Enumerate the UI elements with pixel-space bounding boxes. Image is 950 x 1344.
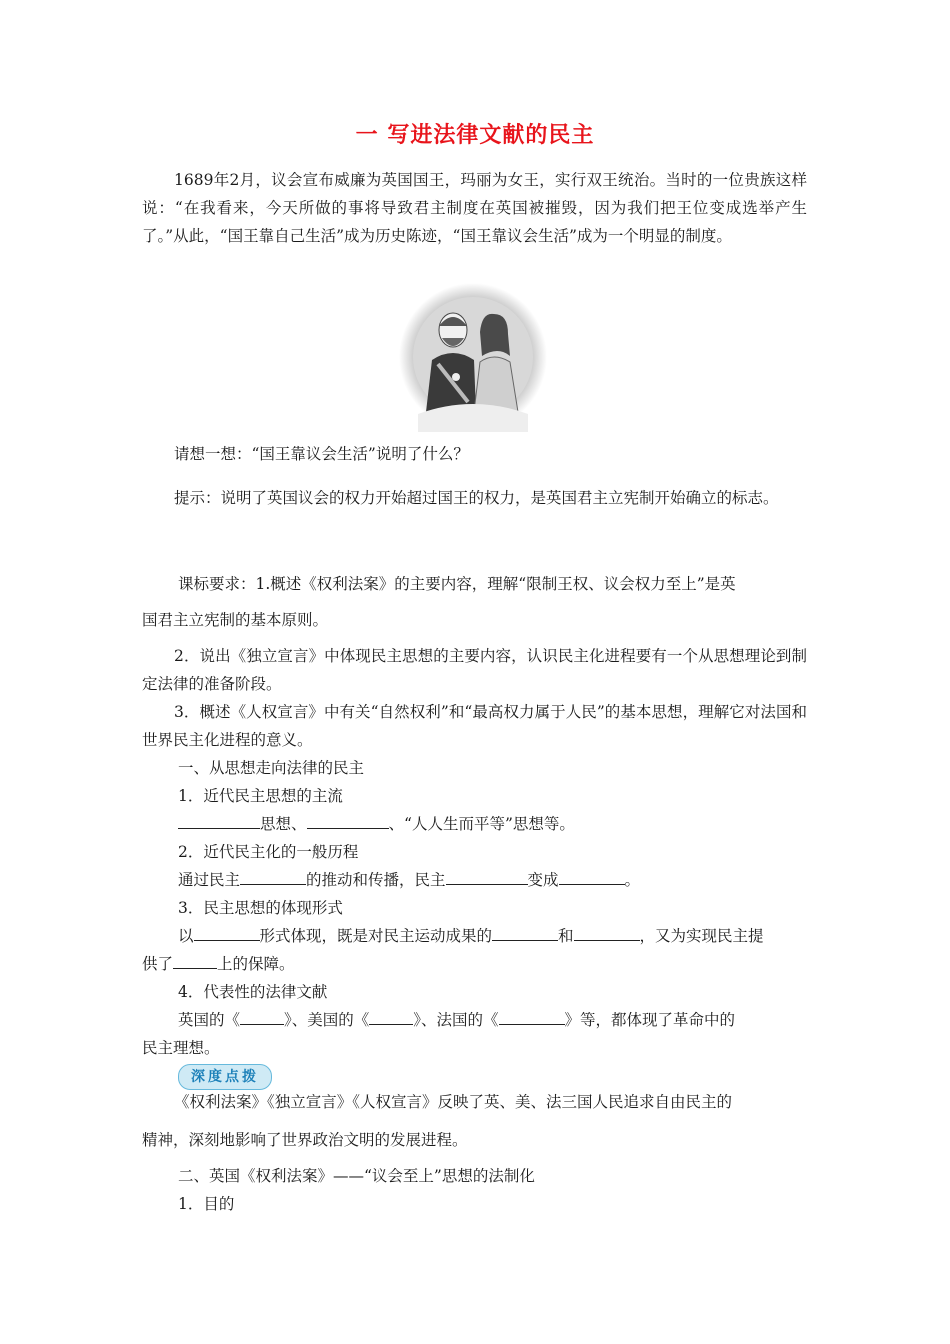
fill-blank[interactable]: [240, 868, 306, 885]
hint-text: 提示：说明了英国议会的权力开始超过国王的权力，是英国君主立宪制开始确立的标志。: [174, 489, 779, 507]
item-4-heading: 4．代表性的法律文献: [178, 983, 328, 1001]
requirement-1-line-1: 课标要求：1.概述《权利法案》的主要内容，理解“限制王权、议会权力至上”是英: [178, 575, 736, 593]
item-4-fill-line-2: 民主理想。: [142, 1039, 220, 1057]
deep-insight-line-1: 《权利法案》《独立宣言》《人权宣言》反映了英、美、法三国人民追求自由民主的: [174, 1093, 733, 1111]
requirement-1-line-2: 国君主立宪制的基本原则。: [142, 611, 329, 629]
requirement-2: 2．说出《独立宣言》中体现民主思想的主要内容，认识民主化进程要有一个从思想理论到制定法律的准备阶段。: [142, 647, 807, 693]
deep-insight-badge: 深度点拨: [178, 1064, 272, 1090]
fill-blank[interactable]: [173, 952, 217, 969]
item-4-fill-line-1: 英国的《 》、美国的《 》、法国的《 》等，都体现了革命中的: [178, 1006, 843, 1034]
fill-blank[interactable]: [240, 1008, 284, 1025]
item-1-fill-line: 思想、 、“人人生而平等”思想等。: [178, 810, 843, 838]
section-2-item-1: 1．目的: [178, 1195, 235, 1213]
item-2-heading: 2．近代民主化的一般历程: [178, 843, 359, 861]
deep-insight-line-2: 精神，深刻地影响了世界政治文明的发展进程。: [142, 1131, 468, 1149]
section-1-heading: 一、从思想走向法律的民主: [178, 759, 365, 777]
fill-blank[interactable]: [307, 812, 389, 829]
section-2-heading: 二、英国《权利法案》——“议会至上”思想的法制化: [178, 1167, 535, 1185]
item-1-heading: 1．近代民主思想的主流: [178, 787, 343, 805]
fill-blank[interactable]: [446, 868, 528, 885]
fill-blank[interactable]: [499, 1008, 565, 1025]
fill-blank[interactable]: [194, 924, 260, 941]
fill-blank[interactable]: [574, 924, 640, 941]
fill-blank[interactable]: [559, 868, 625, 885]
fill-blank[interactable]: [492, 924, 558, 941]
item-2-fill-line: 通过民主 的推动和传播，民主 变成 。: [178, 866, 843, 894]
portrait-illustration: [398, 282, 548, 432]
item-3-fill-line-2: 供了 上的保障。: [142, 950, 807, 978]
item-3-heading: 3．民主思想的体现形式: [178, 899, 343, 917]
fill-blank[interactable]: [369, 1008, 413, 1025]
item-3-fill-line-1: 以 形式体现，既是对民主运动成果的 和 ，又为实现民主提: [178, 922, 843, 950]
page-title: 一 写进法律文献的民主: [355, 123, 595, 148]
question-text: 请想一想：“国王靠议会生活”说明了什么？: [174, 445, 469, 463]
fill-blank[interactable]: [178, 812, 260, 829]
requirement-3: 3．概述《人权宣言》中有关“自然权利”和“最高权力属于人民”的基本思想，理解它对法国和世界民主化进程的意义。: [142, 703, 807, 749]
intro-paragraph: 1689年2月，议会宣布威廉为英国国王，玛丽为女王，实行双王统治。当时的一位贵族这样说：“在我看来，今天所做的事将导致君主制度在英国被摧毁，因为我们把王位变成选举产生了。”从此，“国王靠自己生活”成为历史陈迹，“国王靠议会生活”成为一个明显的制度。: [142, 171, 807, 245]
